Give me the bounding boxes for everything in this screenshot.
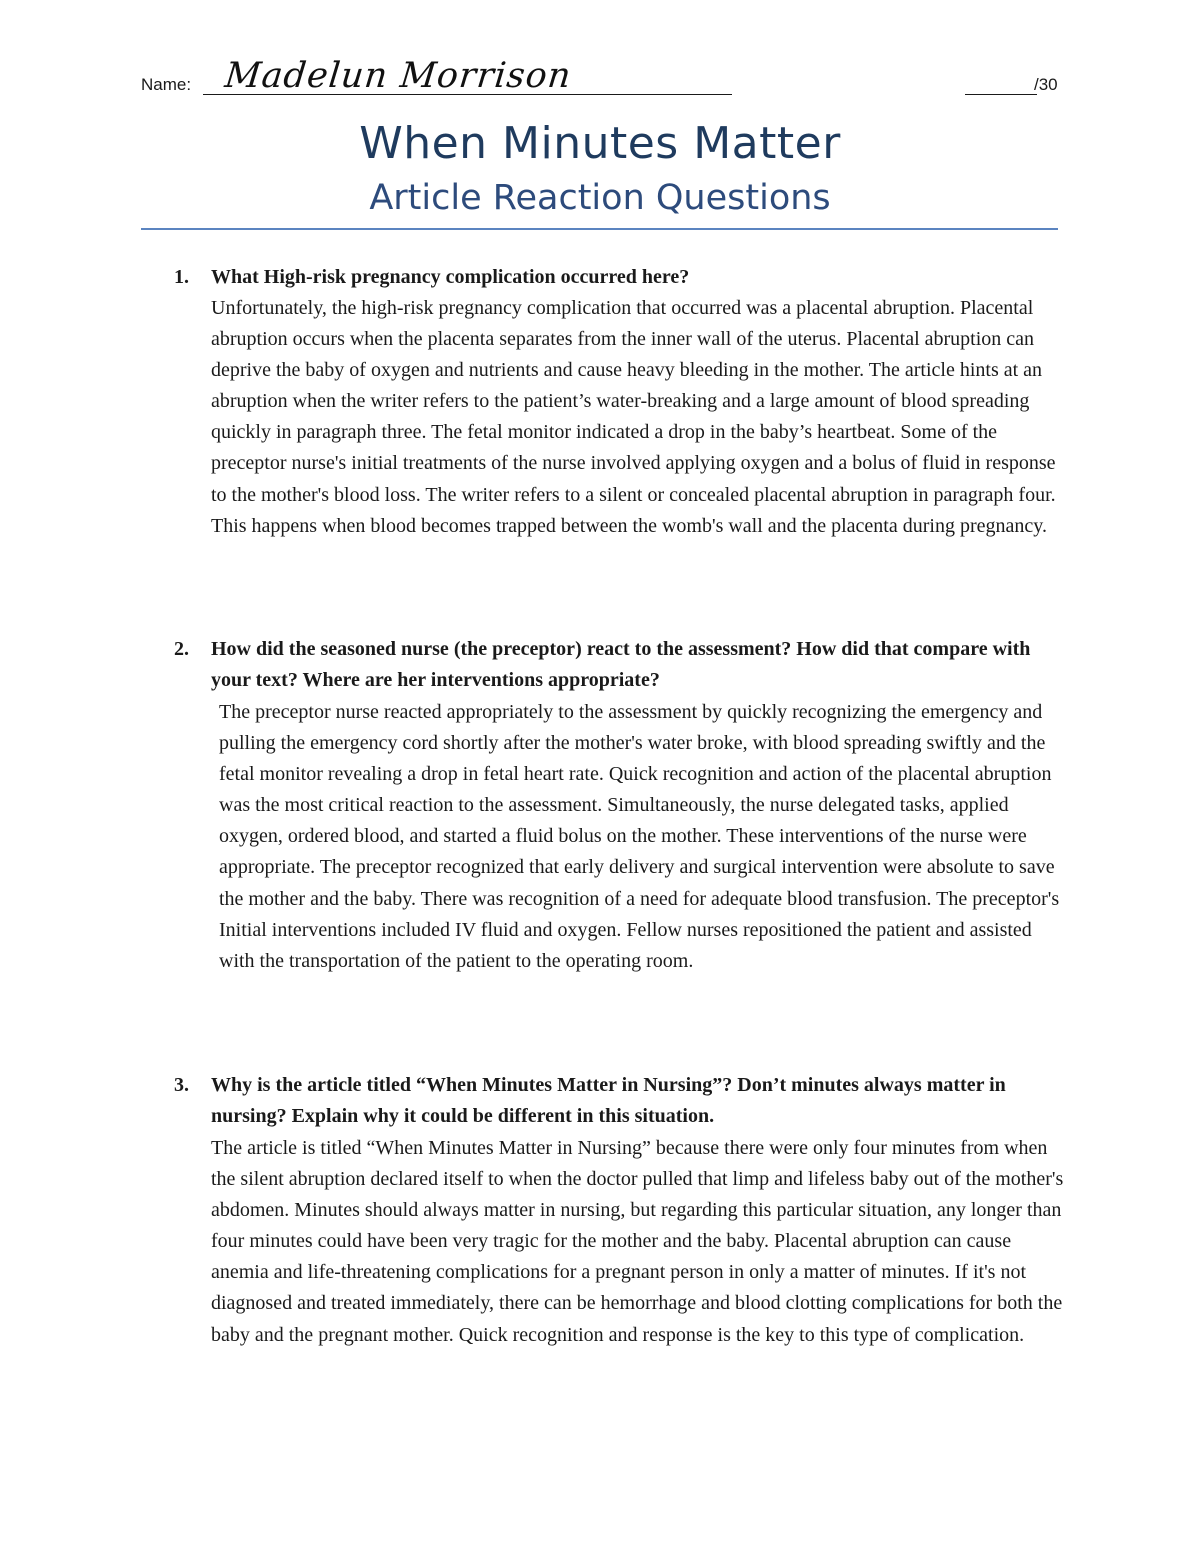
question-number: 3.	[174, 1074, 189, 1096]
answer-2: The preceptor nurse reacted appropriately to the assessment by quickly recognizing the emergency and pulling the emergency cord shortly after the mother's water broke, with blood spreading swiftly and the fetal monitor revealing a drop in fetal heart rate. Quick recognition and action of the placental abruption was the most critical reaction to the assessment. Simultaneously, the nurse delegated tasks, applied oxygen, ordered blood, and started a fluid bolus on the mother. These interventions of the nurse were appropriate. The preceptor recognized that early delivery and surgical intervention were absolute to save the mother and the baby. There was recognition of a need for adequate blood transfusion. The preceptor's Initial interventions included IV fluid and oxygen. Fellow nurses repositioned the patient and assisted with the transportation of the patient to the operating room.	[219, 701, 1060, 972]
question-number: 1.	[174, 266, 189, 288]
answer-3: The article is titled “When Minutes Matter in Nursing” because there were only four minutes from when the silent abruption declared itself to when the doctor pulled that limp and lifeless baby out of the mother's abdomen. Minutes should always matter in nursing, but regarding this particular situation, any longer than four minutes could have been very tragic for the mother and the baby. Placental abruption can cause anemia and life-threatening complications for a pregnant person in only a matter of minutes. If it's not diagnosed and treated immediately, there can be hemorrhage and blood clotting complications for both the baby and the pregnant mother. Quick recognition and response is the key to this type of complication.	[211, 1137, 1064, 1346]
question-number: 2.	[174, 638, 189, 660]
score-blank	[965, 94, 1037, 95]
header	[141, 56, 1058, 98]
name-label: Name:	[141, 75, 192, 94]
title-divider	[141, 228, 1058, 230]
question-text: How did the seasoned nurse (the preceptor) react to the assessment? How did that compare with your text? Where are her interventions appropriate?	[211, 638, 1031, 691]
page-title: When Minutes Matter	[359, 118, 841, 169]
page-subtitle: Article Reaction Questions	[369, 178, 831, 218]
student-name-signature: Madelun Morrison	[222, 56, 574, 96]
question-text: What High-risk pregnancy complication occurred here?	[211, 266, 690, 288]
answer-1: Unfortunately, the high-risk pregnancy complication that occurred was a placental abruption. Placental abruption occurs when the placenta separates from the inner wall of the uterus. Placental abruption can deprive the baby of oxygen and nutrients and cause heavy bleeding in the mother. The article hints at an abruption when the writer refers to the patient’s water-breaking and a large amount of blood spreading quickly in paragraph three. The fetal monitor indicated a drop in the baby’s heartbeat. Some of the preceptor nurse's initial treatments of the nurse involved applying oxygen and a bolus of fluid in response to the mother's blood loss. The writer refers to a silent or concealed placental abruption in paragraph four. This happens when blood becomes trapped between the womb's wall and the placenta during pregnancy.	[211, 297, 1056, 537]
score-total: /30	[1034, 75, 1058, 94]
question-text: Why is the article titled “When Minutes Matter in Nursing”? Don’t minutes always matter in nursing? Explain why it could be different in this situation.	[211, 1074, 1006, 1127]
